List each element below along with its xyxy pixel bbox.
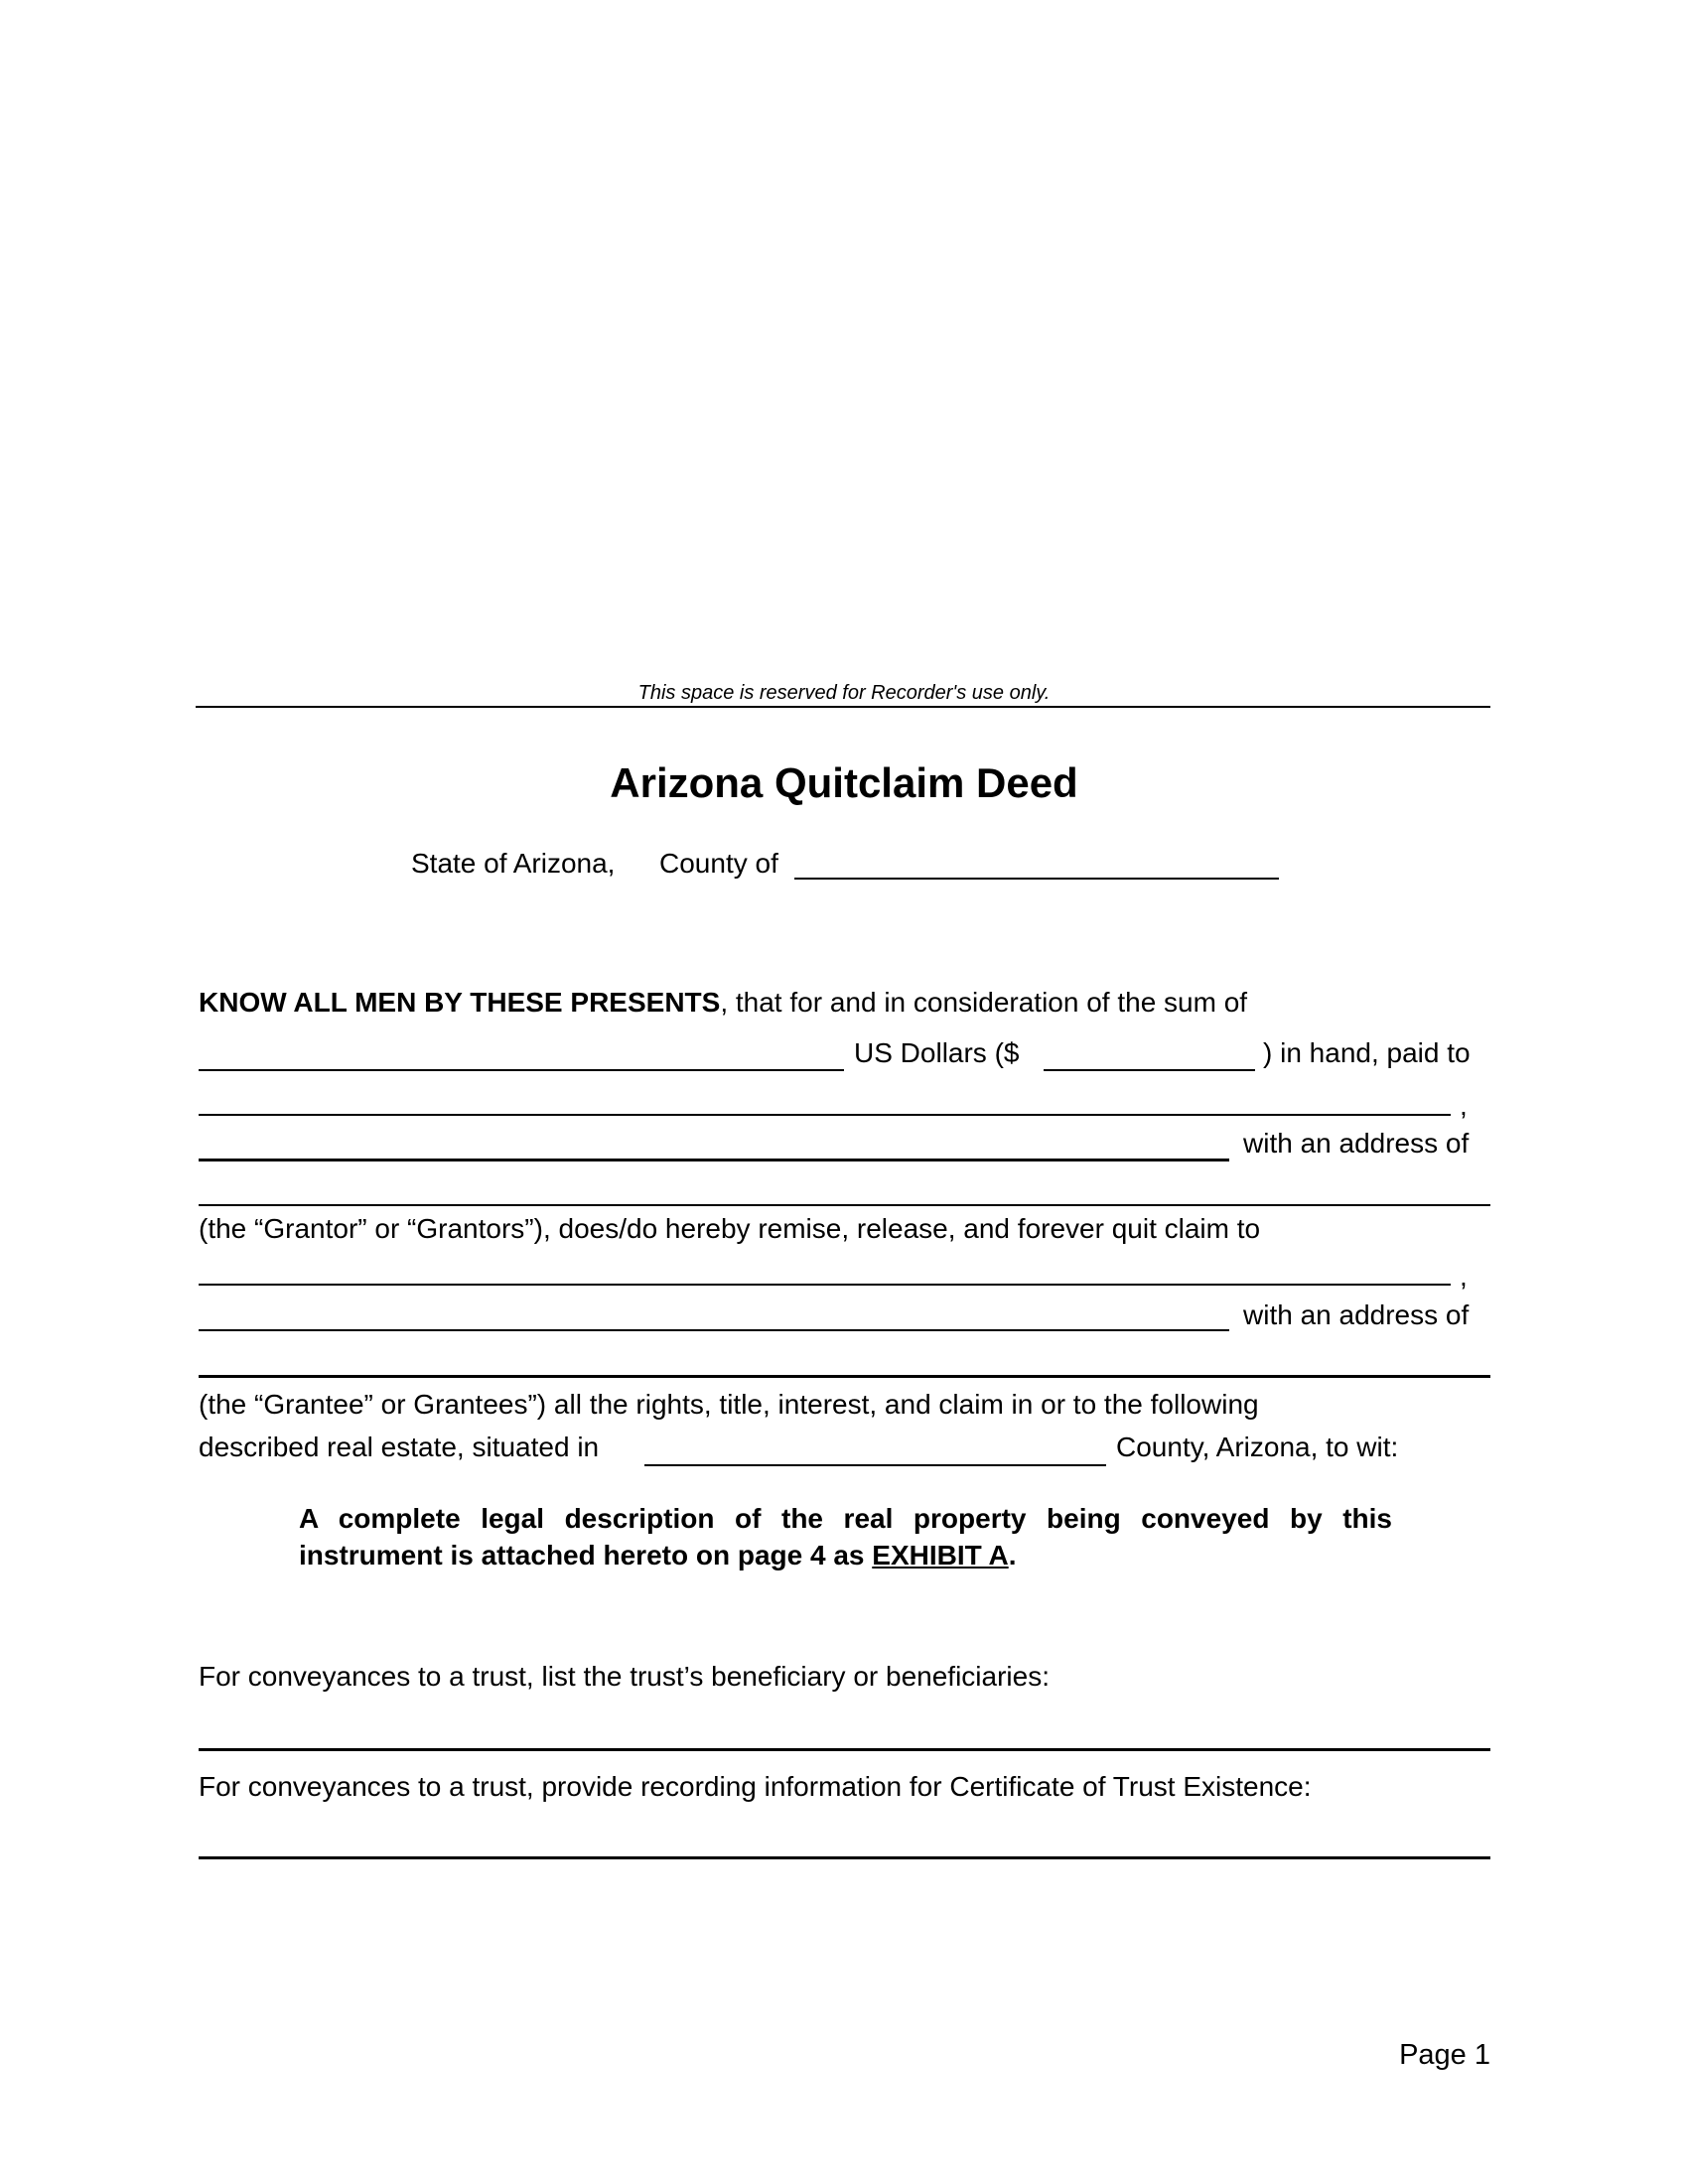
recorder-divider xyxy=(196,706,1490,708)
county-label: County of xyxy=(659,848,778,879)
trust-certificate-field[interactable] xyxy=(199,1856,1490,1859)
grantee-name-field-2[interactable] xyxy=(199,1329,1229,1331)
know-rest: , that for and in consideration of the sum of xyxy=(720,987,1248,1018)
legal-description-text: instrument is attached hereto on page 4 as xyxy=(299,1540,873,1570)
property-county-field[interactable] xyxy=(644,1464,1106,1466)
comma: , xyxy=(1460,1261,1468,1292)
trust-certificate-label: For conveyances to a trust, provide recording information for Certificate of Trust Existence: xyxy=(199,1771,1312,1802)
trust-beneficiaries-label: For conveyances to a trust, list the trust’s beneficiary or beneficiaries: xyxy=(199,1661,1050,1692)
page-number: Page 1 xyxy=(1399,2039,1490,2071)
comma: , xyxy=(1460,1090,1468,1121)
know-bold: KNOW ALL MEN BY THESE PRESENTS xyxy=(199,987,721,1018)
page-title: Arizona Quitclaim Deed xyxy=(610,759,1078,806)
county-arizona-label: County, Arizona, to wit: xyxy=(1116,1432,1399,1462)
sum-words-field[interactable] xyxy=(199,1069,844,1071)
county-field[interactable] xyxy=(794,878,1279,880)
in-hand-label: ) in hand, paid to xyxy=(1263,1037,1471,1068)
trust-beneficiaries-field[interactable] xyxy=(199,1748,1490,1751)
state-label: State of Arizona, xyxy=(411,848,616,879)
with-address-label: with an address of xyxy=(1243,1299,1470,1330)
legal-description-line2 xyxy=(299,1542,1016,1570)
us-dollars-label: US Dollars ($ xyxy=(854,1037,1020,1068)
recorder-note: This space is reserved for Recorder's use only. xyxy=(637,682,1051,704)
grantee-clause: (the “Grantee” or Grantees”) all the rights, title, interest, and claim in or to the following xyxy=(199,1389,1259,1420)
know-all-men-clause xyxy=(199,989,1247,1017)
described-label: described real estate, situated in xyxy=(199,1432,600,1462)
grantee-name-field[interactable] xyxy=(199,1284,1451,1286)
grantor-clause: (the “Grantor” or “Grantors”), does/do hereby remise, release, and forever quit claim to xyxy=(199,1213,1261,1244)
grantor-address-field[interactable] xyxy=(199,1204,1490,1206)
sum-amount-field[interactable] xyxy=(1044,1069,1255,1071)
with-address-label: with an address of xyxy=(1243,1128,1470,1159)
period: . xyxy=(1008,1540,1017,1570)
grantor-name-field[interactable] xyxy=(199,1114,1451,1116)
legal-description-line1: A complete legal description of the real property being conveyed by this xyxy=(299,1503,1392,1534)
grantor-name-field-2[interactable] xyxy=(199,1159,1229,1161)
grantee-address-field[interactable] xyxy=(199,1375,1490,1378)
exhibit-a-reference: EXHIBIT A xyxy=(872,1540,1009,1570)
